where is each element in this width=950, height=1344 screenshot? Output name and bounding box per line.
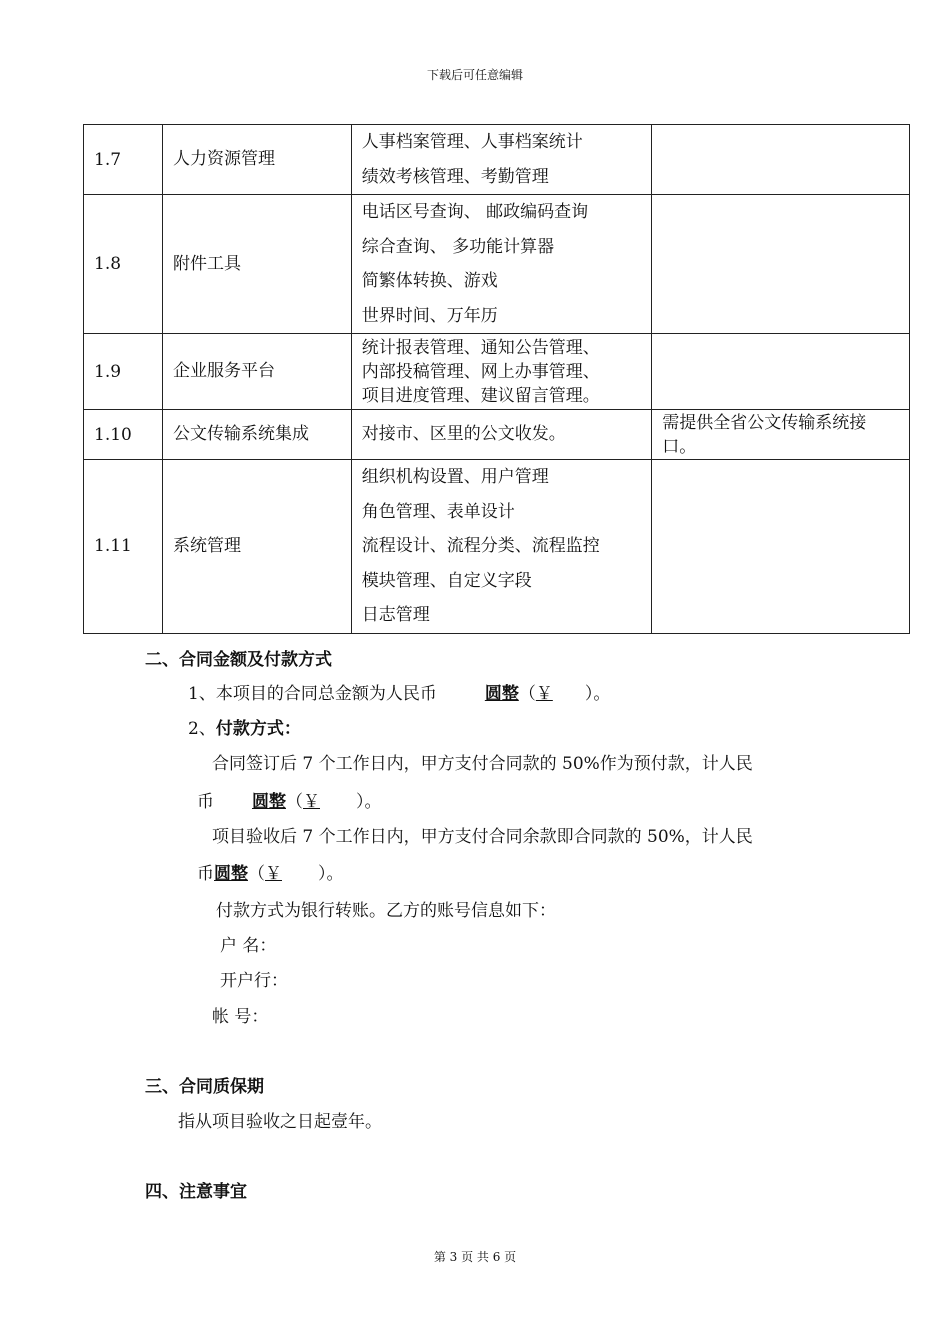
module-note [652,195,910,334]
table-row [84,125,910,195]
final-payment-amount: 币圆整（￥ ）。 [197,864,344,884]
module-content: 对接市、区里的公文收发。 [351,410,652,460]
warranty-paragraph: 指从项目验收之日起壹年。 [178,1112,382,1132]
table-row [84,410,910,460]
bank-label: 开户行： [220,971,288,991]
section-title-warranty: 三、合同质保期 [145,1077,264,1097]
module-content: 人事档案管理、人事档案统计 绩效考核管理、考勤管理 [351,125,652,195]
module-name: 人力资源管理 [162,125,351,195]
module-note [652,125,910,195]
account-name-label: 户 名： [220,936,277,956]
module-content: 电话区号查询、 邮政编码查询 综合查询、 多功能计算器 简繁体转换、游戏 世界时间、万年历 [351,195,652,334]
module-content: 统计报表管理、通知公告管理、 内部投稿管理、网上办事管理、 项目进度管理、建议留言管理。 [351,334,652,410]
module-name: 系统管理 [162,460,351,634]
module-name: 公文传输系统集成 [162,410,351,460]
row-number: 1.10 [84,410,163,460]
row-number: 1.8 [84,195,163,334]
module-note [652,460,910,634]
module-note: 需提供全省公文传输系统接 口。 [652,410,910,460]
table-row [84,334,910,410]
table-row [84,195,910,334]
bank-transfer-paragraph: 付款方式为银行转账。乙方的账号信息如下： [216,901,556,921]
page-footer: 第 3 页 共 6 页 [433,1250,517,1264]
section-title-notes: 四、注意事宜 [145,1182,247,1202]
final-payment-paragraph: 项目验收后 7 个工作日内，甲方支付合同余款即合同款的 50%，计人民 [212,827,753,847]
total-amount-paragraph: 1、本项目的合同总金额为人民币 圆整（￥ ）。 [188,684,611,704]
row-number: 1.11 [84,460,163,634]
section-title-contract-amount: 二、合同金额及付款方式 [145,650,332,670]
module-note [652,334,910,410]
account-number-label: 帐 号： [212,1007,269,1027]
module-name: 企业服务平台 [162,334,351,410]
row-number: 1.7 [84,125,163,195]
table-row [84,460,910,634]
feature-table [83,124,910,634]
module-content: 组织机构设置、用户管理 角色管理、表单设计 流程设计、流程分类、流程监控 模块管理、自定义字段 日志管理 [351,460,652,634]
row-number: 1.9 [84,334,163,410]
module-name: 附件工具 [162,195,351,334]
payment-method-heading: 2、付款方式： [188,719,301,739]
prepayment-paragraph: 合同签订后 7 个工作日内，甲方支付合同款的 50%作为预付款，计人民 [212,754,753,774]
prepayment-amount: 币 圆整（￥ ）。 [197,792,382,812]
page-header: 下载后可任意编辑 [426,68,523,82]
